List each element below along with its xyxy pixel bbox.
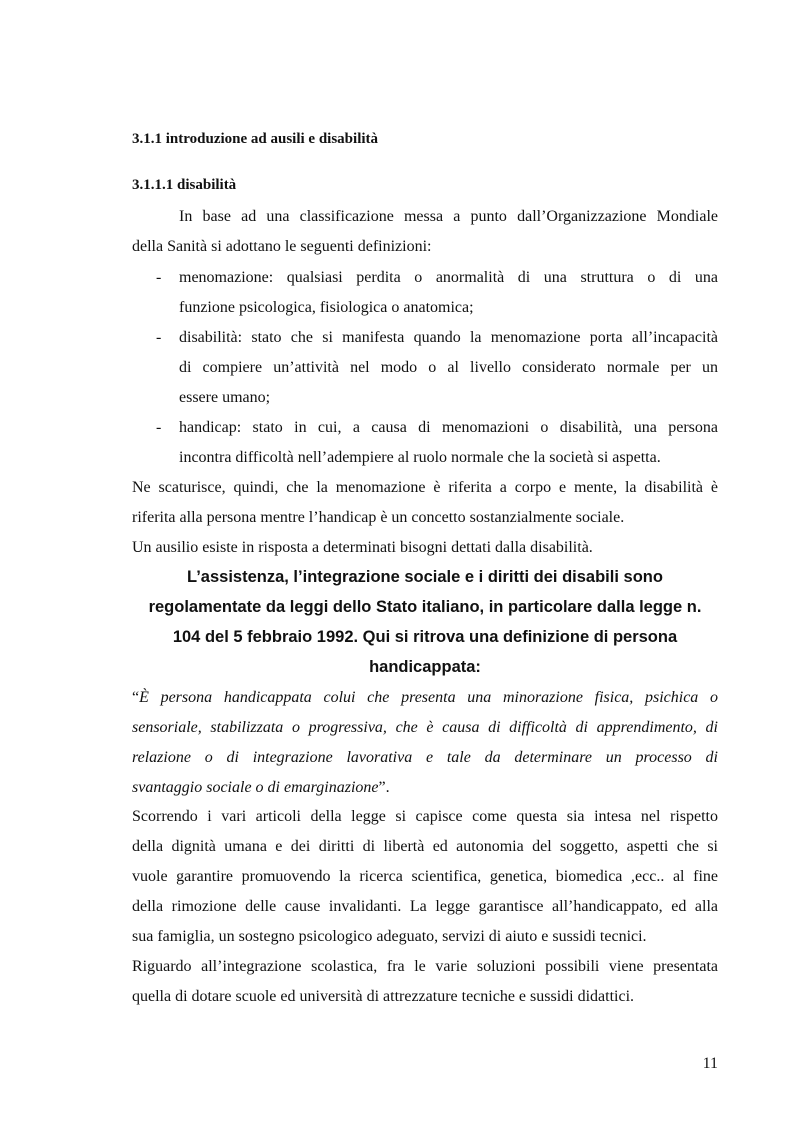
body-line: riferita alla persona mentre l’handicap è un concetto sostanzialmente sociale. [132,509,625,526]
bullet-line: funzione psicologica, fisiologica o anatomica; [179,299,474,316]
body-line: della rimozione delle cause invalidanti. La legge garantisce all’handicappato, ed alla [132,898,718,915]
quote-line [132,773,718,803]
body-line: Riguardo all’integrazione scolastica, fra le varie soluzioni possibili viene presentata [132,958,718,975]
subsection-heading: 3.1.1.1 disabilità [132,177,237,193]
page-number: 11 [702,1055,718,1072]
bullet-line: incontra difficoltà nell’adempiere al ruolo normale che la società si aspetta. [179,449,661,466]
body-line: sua famiglia, un sostegno psicologico adeguato, servizi di aiuto e sussidi tecnici. [132,928,647,945]
quote-text: svantaggio sociale o di emarginazione [132,779,379,796]
highlight-line: regolamentate da leggi dello Stato italiano, in particolare dalla legge n. [148,598,702,616]
bullet-dash: - [156,419,162,436]
body-line: della dignità umana e dei diritti di libertà ed autonomia del soggetto, aspetti che si [132,838,718,855]
body-line: vuole garantire promuovendo la ricerca scientifica, genetica, biomedica ,ecc.. al fine [132,868,718,885]
intro-line: In base ad una classificazione messa a punto dall’Organizzazione Mondiale [179,208,718,225]
quote-line: sensoriale, stabilizzata o progressiva, che è causa di difficoltà di apprendimento, di [132,719,718,736]
body-line: Un ausilio esiste in risposta a determinati bisogni dettati dalla disabilità. [132,539,593,556]
bullet-dash: - [156,269,162,286]
section-heading: 3.1.1 introduzione ad ausili e disabilità [132,131,379,147]
bullet-line: menomazione: qualsiasi perdita o anormalità di una struttura o di una [179,269,718,286]
quote-text: È persona handicappata colui che presenta una minorazione fisica, psichica o [139,689,718,706]
body-line: Ne scaturisce, quindi, che la menomazione è riferita a corpo e mente, la disabilità è [132,479,718,496]
highlight-line: handicappata: [369,658,481,676]
close-quote: ”. [378,779,390,796]
highlight-line: 104 del 5 febbraio 1992. Qui si ritrova una definizione di persona [172,628,678,646]
quote-line [132,683,718,713]
open-quote: “ [132,689,140,706]
bullet-line: essere umano; [179,389,271,406]
bullet-dash: - [156,329,162,346]
bullet-line: handicap: stato in cui, a causa di menomazioni o disabilità, una persona [179,419,718,436]
intro-line: della Sanità si adottano le seguenti definizioni: [132,238,432,255]
body-line: Scorrendo i vari articoli della legge si capisce come questa sia intesa nel rispetto [132,808,718,825]
highlight-line: L’assistenza, l’integrazione sociale e i diritti dei disabili sono [187,568,663,586]
bullet-line: disabilità: stato che si manifesta quando la menomazione porta all’incapacità [179,329,718,346]
bullet-line: di compiere un’attività nel modo o al livello considerato normale per un [179,359,718,376]
document-page [132,0,718,1123]
quote-line: relazione o di integrazione lavorativa e tale da determinare un processo di [132,749,718,766]
body-line: quella di dotare scuole ed università di attrezzature tecniche e sussidi didattici. [132,988,635,1005]
